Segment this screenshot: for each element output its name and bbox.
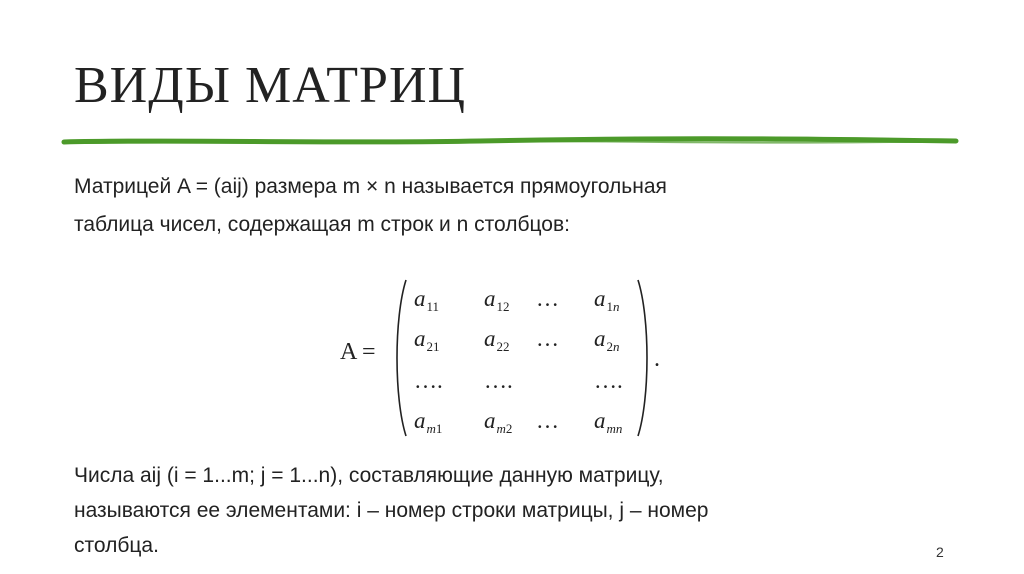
right-parenthesis: [636, 278, 652, 438]
matrix-cell: ….: [484, 368, 513, 393]
definition-line-1: Матрицей A = (aij) размера m × n называется прямоугольная: [74, 175, 667, 198]
elements-line-1: Числа aij (i = 1...m; j = 1...n), составляющие данную матрицу,: [74, 464, 664, 487]
page-number: 2: [936, 544, 944, 560]
matrix-cell-index: 21: [426, 339, 440, 354]
matrix-cell-index: 22: [496, 339, 510, 354]
matrix-cell: $a_{mn}$: [594, 408, 623, 436]
left-parenthesis: [392, 278, 408, 438]
title-underline: [60, 130, 960, 152]
matrix-cell: $a_{2n}$: [594, 326, 620, 354]
matrix-formula: [340, 276, 680, 441]
matrix-cell-index: 12: [496, 299, 510, 314]
matrix-cell: …: [536, 408, 559, 433]
slide-title: ВИДЫ МАТРИЦ: [74, 57, 467, 114]
elements-paragraph: [74, 458, 708, 563]
definition-line-2: таблица чисел, содержащая m строк и n столбцов:: [74, 213, 570, 236]
matrix-cell-index: mn: [606, 421, 623, 436]
formula-period: .: [654, 346, 660, 372]
matrix-cell-index: 1n: [606, 299, 620, 314]
matrix-cell: $a_{1n}$: [594, 286, 620, 314]
matrix-cell: $a_{m2}$: [484, 408, 513, 436]
matrix-cell-index: m1: [426, 421, 443, 436]
matrix-cell-index: 2n: [606, 339, 620, 354]
matrix-cell: $a_{m1}$: [414, 408, 443, 436]
matrix-cell: ….: [594, 368, 623, 393]
definition-paragraph: [74, 168, 667, 244]
matrix-lhs: A =: [340, 339, 376, 365]
matrix-cell: $a_{22}$: [484, 326, 510, 354]
matrix-cell: ….: [414, 368, 443, 393]
matrix-cell: $a_{12}$: [484, 286, 510, 314]
matrix-cell-index: m2: [496, 421, 513, 436]
elements-line-2: называются ее элементами: i – номер строки матрицы, j – номер: [74, 499, 709, 522]
matrix-cell-index: 11: [426, 299, 440, 314]
matrix-cell: …: [536, 326, 559, 351]
matrix-cell: $a_{11}$: [414, 286, 440, 314]
matrix-cell: $a_{21}$: [414, 326, 440, 354]
elements-line-3: столбца.: [74, 534, 159, 557]
matrix-cell: …: [536, 286, 559, 311]
